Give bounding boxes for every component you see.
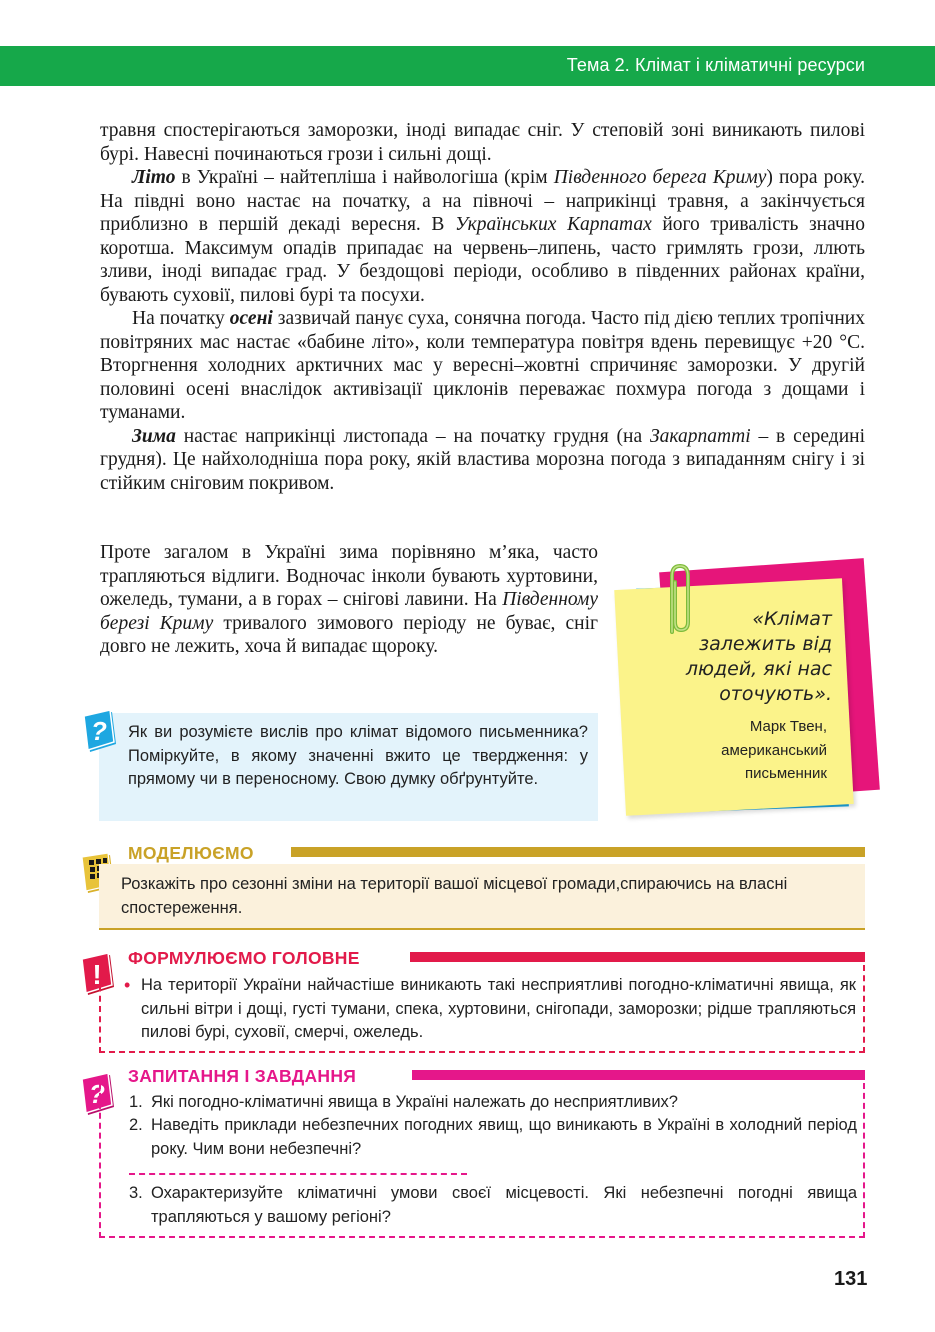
quote-text: «Клімат залежить від людей, які нас оточують». <box>685 608 832 705</box>
paragraph-text: Проте загалом в Україні зима порівняно м’яка, часто трапляються відлиги. Водночас інколи бувають хуртовини, ожеледь, тумани, а в горах – снігові лавини. На <box>100 542 598 610</box>
main-idea-title-bar <box>410 952 865 962</box>
main-idea-text: На території України найчастіше виникають такі несприятливі погодно-кліматичні явища, як сильні вітри і дощі, густі тумани, спека, хуртовини, снігопади, заморозки; рідше трапляються пилові бурі, суховії, смерчі, ожеледь. <box>141 976 856 1041</box>
svg-text:?: ? <box>89 1079 105 1109</box>
paragraph-text: зазвичай панує суха, сонячна погода. Часто під дією теплих тропічних повітряних мас настає «бабине літо», коли температура повітря вдень перевищує +20 °С. Вторгнення холодних арктичних мас у вересні–жовтні спричиняє заморозки. У другій половині осені внаслідок активізації циклонів переважає похмура погода з дощами і туманами. <box>100 308 865 423</box>
questions-box <box>99 1083 865 1238</box>
question-number: 3. <box>129 1184 143 1202</box>
question-item <box>129 1182 857 1229</box>
paragraph-spring-end <box>100 119 865 166</box>
bullet: • <box>124 975 131 995</box>
questions-title: ЗАПИТАННЯ І ЗАВДАННЯ <box>128 1066 357 1086</box>
paragraph-text: його тривалість значно коротша. Максимум опадів припадає на червень–липень, часто гримлять грози, ллють зливи, іноді випадає град. У бездощові періоди, особливо в південних районах країни, бувають суховії, пилові бурі та посухи. <box>100 214 865 306</box>
paragraph-text: настає наприкінці листопада – на початку грудня (на <box>175 425 650 447</box>
paragraph-winter <box>100 425 865 496</box>
main-text-block <box>100 119 865 495</box>
paragraph-text: ) пора року. На півдні воно настає на початку, а на півночі – наприкінці травня, а закінчується приблизно в першій декаді вересня. В <box>100 167 865 235</box>
questions-divider <box>129 1173 467 1175</box>
main-idea-box <box>99 965 865 1053</box>
svg-text:!: ! <box>92 959 102 990</box>
question-item <box>129 1091 857 1115</box>
term-autumn: осені <box>229 308 273 329</box>
page-number: 131 <box>834 1268 868 1290</box>
svg-text:?: ? <box>91 716 107 746</box>
place-name: Південного берега Криму <box>553 167 767 188</box>
question-box <box>99 713 598 821</box>
modeling-text: Розкажіть про сезонні зміни на території вашої місцевої громади,спираючись на власні спостереження. <box>121 875 788 917</box>
main-idea-title: ФОРМУЛЮЄМО ГОЛОВНЕ <box>128 948 360 968</box>
paragraph-summer <box>100 166 865 307</box>
term-winter: Зима <box>132 425 176 447</box>
question-box-text: Як ви розумієте вислів про клімат відомого письменника? Поміркуйте, в якому значенні вжито це твердження: у прямому чи в переносному. Свою думку обґрунтуйте. <box>128 723 588 788</box>
place-name: Українських Карпатах <box>455 214 652 235</box>
question-number: 2. <box>129 1116 143 1134</box>
question-mark-icon <box>82 710 118 754</box>
modeling-title: МОДЕЛЮЄМО <box>128 843 254 863</box>
paragraph-text: тривалого зимового періоду не буває, сніг довго не лежить, хоча й випадає щороку. <box>100 612 598 657</box>
chapter-header-bar <box>0 46 935 86</box>
modeling-box <box>99 864 865 930</box>
term-summer: Літо <box>132 167 176 188</box>
chapter-title: Тема 2. Клімат і кліматичні ресурси <box>566 55 865 75</box>
paragraph-winter-continued <box>100 541 598 659</box>
questions-title-bar <box>412 1070 865 1080</box>
question-item <box>129 1114 857 1161</box>
paragraph-autumn <box>100 307 865 425</box>
paragraph-text: травня спостерігаються заморозки, іноді випадає сніг. У степовій зоні виникають пилові бурі. Навесні починаються грози і сильні дощі. <box>100 120 865 165</box>
place-name: Південному березі Криму <box>100 589 598 634</box>
modeling-title-bar <box>291 847 865 857</box>
paragraph-text: в Україні – найтепліша і найвологіша (крім <box>175 167 554 188</box>
question-number: 1. <box>129 1093 143 1111</box>
paragraph-text: На початку <box>132 308 230 329</box>
question-text: Охарактеризуйте кліматичні умови своєї місцевості. Які небезпечні погодні явища трапляються у вашому регіоні? <box>151 1184 857 1226</box>
paragraph-text: – в середині грудня). Це найхолодніша пора року, якій властива морозна погода з випаданням снігу і зі стійким сніговим покривом. <box>100 425 865 494</box>
place-name: Закарпатті <box>649 425 751 447</box>
question-text: Які погодно-кліматичні явища в Україні належать до несприятливих? <box>151 1093 678 1111</box>
question-text: Наведіть приклади небезпечних погодних явищ, що виникають в Україні в холодний період року. Чим вони небезпечні? <box>151 1116 857 1158</box>
quote-author: Марк Твен, американський письменник <box>721 718 827 782</box>
